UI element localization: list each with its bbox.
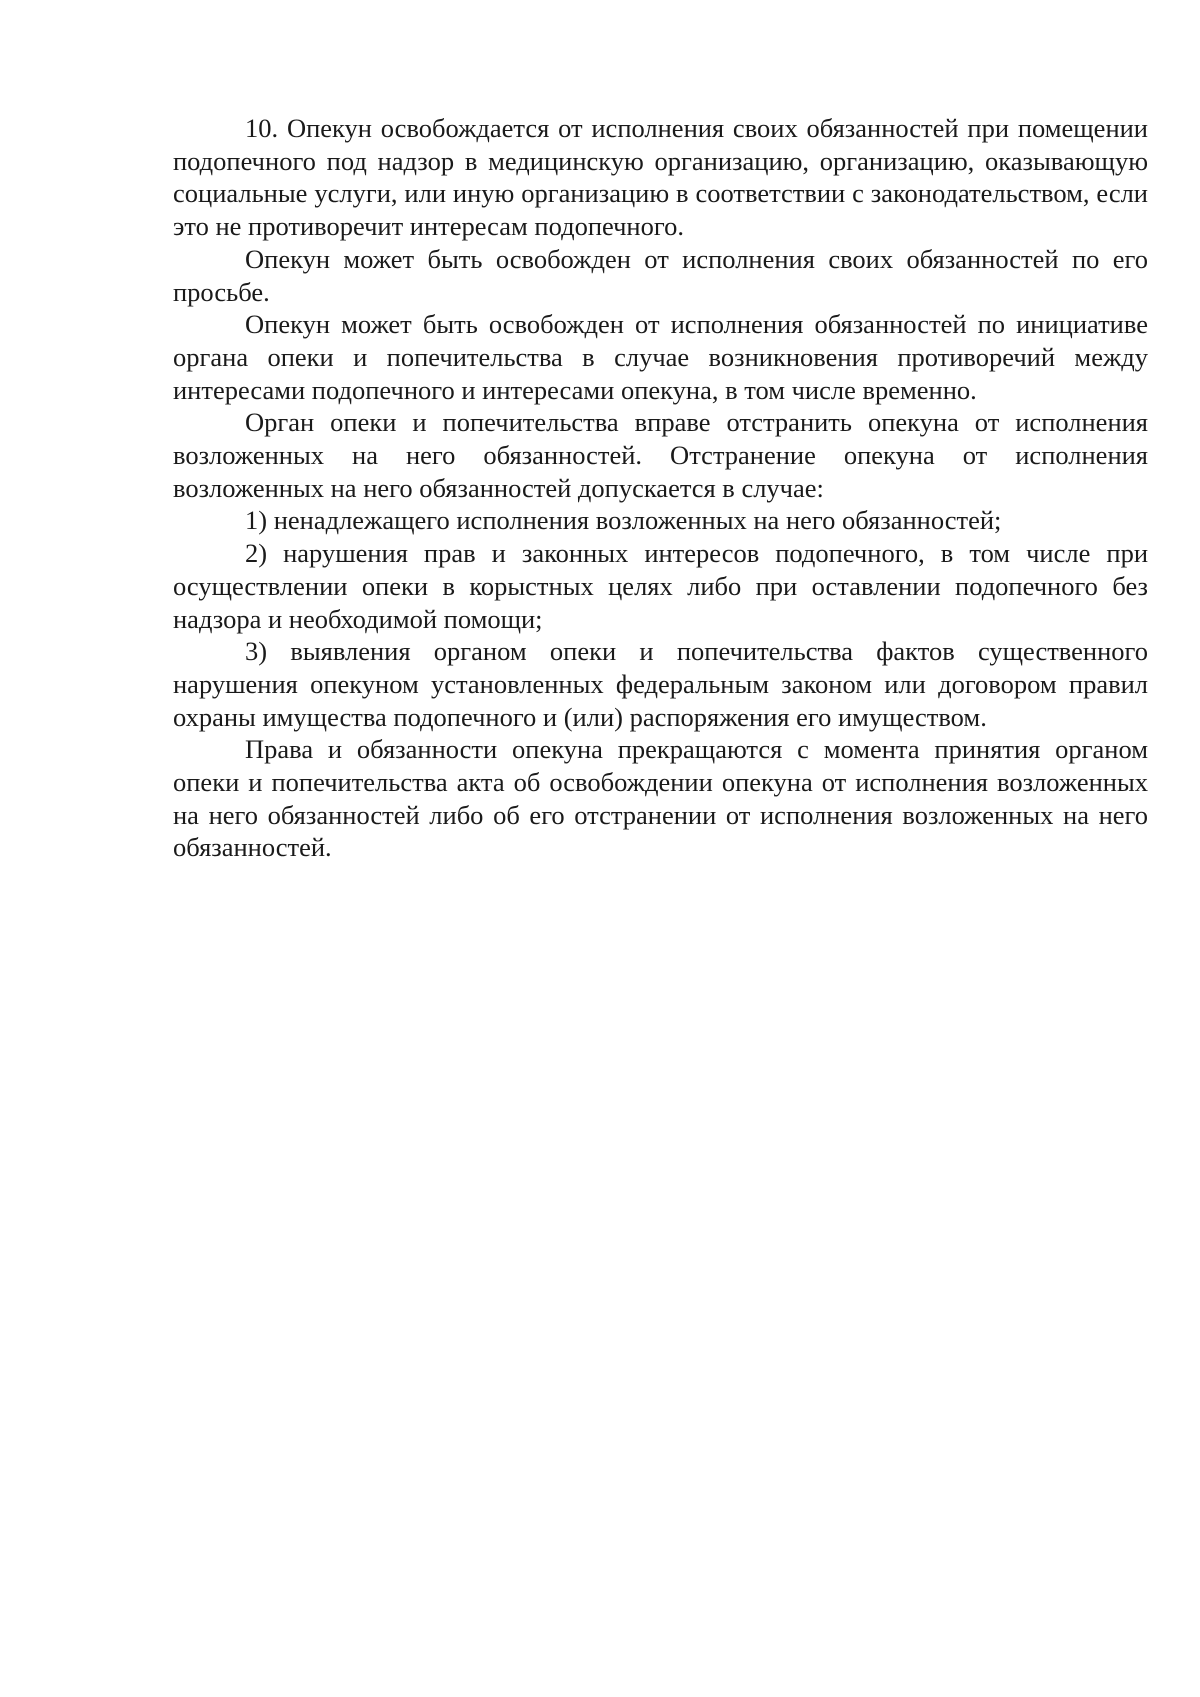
- document-page: [173, 112, 1148, 864]
- paragraph-termination: Права и обязанности опекуна прекращаются с момента принятия органом опеки и попечительства акта об освобождении опекуна от исполнения возложенных на него обязанностей либо об его отстранении от исполнения возложенных на него обязанностей.: [173, 734, 1148, 863]
- paragraph-release-on-initiative: Опекун может быть освобожден от исполнения обязанностей по инициативе органа опеки и попечительства в случае возникновения противоречий между интересами подопечного и интересами опекуна, в том числе временно.: [173, 309, 1148, 405]
- paragraph-release-on-placement: 10. Опекун освобождается от исполнения своих обязанностей при помещении подопечного под надзор в медицинскую организацию, организацию, оказывающую социальные услуги, или иную организацию в соответствии с законодательством, если это не противоречит интересам подопечного.: [173, 113, 1148, 242]
- list-item-improper-performance: 1) ненадлежащего исполнения возложенных на него обязанностей;: [245, 505, 1002, 536]
- list-item-rights-violation: 2) нарушения прав и законных интересов подопечного, в том числе при осуществлении опеки в корыстных целях либо при оставлении подопечного без надзора и необходимой помощи;: [173, 538, 1148, 634]
- paragraph-removal: Орган опеки и попечительства вправе отстранить опекуна от исполнения возложенных на него обязанностей. Отстранение опекуна от исполнения возложенных на него обязанностей допускается в случае:: [173, 407, 1148, 503]
- paragraph-release-on-request: Опекун может быть освобожден от исполнения своих обязанностей по его просьбе.: [173, 243, 1148, 307]
- list-item-property-violation: 3) выявления органом опеки и попечительства фактов существенного нарушения опекуном установленных федеральным законом или договором правил охраны имущества подопечного и (или) распоряжения его имуществом.: [173, 636, 1148, 732]
